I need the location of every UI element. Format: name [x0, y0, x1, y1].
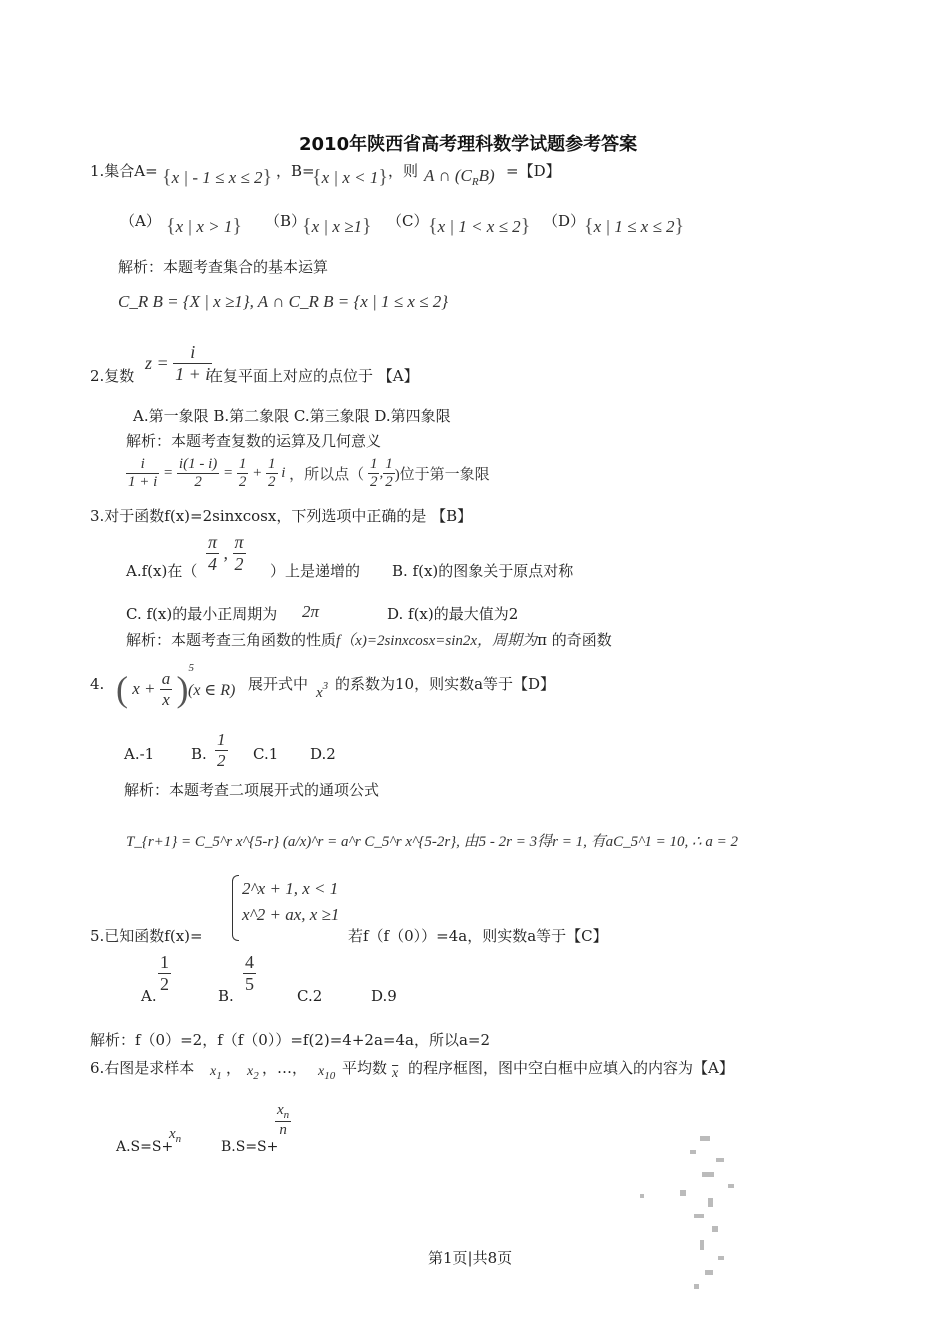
q5-option-c: C.2	[297, 987, 323, 1005]
q4-option-c: C.1	[253, 745, 279, 763]
q6-option-b: B.S=S+	[221, 1139, 279, 1155]
q3-analysis: 解析：本题考查三角函数的性质f（x)=2sinxcosx=sin2x，周期为π 的奇函数	[126, 631, 612, 649]
page-footer: 第1页|共8页	[428, 1249, 513, 1267]
q6-mean-text: 平均数	[342, 1059, 388, 1077]
q1-analysis: 解析：本题考查集合的基本运算	[118, 258, 329, 276]
q1-expression: A ∩ $(C_RB)$	[424, 166, 495, 188]
q1-formula: C_R B = {X | x ≥1}, A ∩ C_R B = {x | 1 ≤ x ≤ 2}	[118, 292, 449, 311]
q6-text: 的程序框图，图中空白框中应填入的内容为【A】	[408, 1059, 734, 1077]
q4-option-b-fraction: $\frac{1}{2}$	[217, 730, 226, 770]
q1-set-b: {x | x < 1}	[312, 166, 388, 188]
q6-prefix: 6.右图是求样本	[90, 1059, 195, 1077]
q6-x10: $x_{10}$	[318, 1064, 336, 1082]
q2-z-fraction: z = $\frac{i}{1 + i}$	[145, 342, 211, 384]
q2-text: 在复平面上对应的点位于 【A】	[208, 367, 419, 385]
q5-piecewise	[232, 875, 340, 924]
q5-text: 若f（f（0））=4a，则实数a等于【C】	[348, 927, 608, 945]
q4-formula: T_{r+1} = C_5^r x^{5-r} (a/x)^r = a^r C_5^r x^{5-2r}, 由5 - 2r = 3得r = 1, 有aC_5^1 = 10, ∴ a = 2	[126, 834, 738, 850]
q4-analysis: 解析：本题考查二项展开式的通项公式	[124, 781, 380, 799]
q1-option-d-label: （D）	[543, 212, 586, 230]
q1-option-d: {x | 1 ≤ x ≤ 2}	[584, 215, 685, 237]
q5-analysis: 解析：f（0）=2，f（f（0））=f(2)=4+2a=4a，所以a=2	[90, 1031, 490, 1049]
q4-text2: 的系数为10，则实数a等于【D】	[335, 675, 556, 693]
q3-option-b: B. f(x)的图象关于原点对称	[392, 562, 574, 580]
q1-option-b: {x | x ≥1}	[302, 215, 372, 237]
q5-prefix: 5.已知函数f(x)=	[90, 927, 203, 945]
q1-option-a: {x | x > 1}	[166, 215, 242, 237]
q4-option-a: A.-1	[124, 745, 155, 763]
q1-then: ，则	[388, 162, 419, 180]
q6-option-b-fraction: $\frac{x_n}{n}$	[277, 1102, 290, 1138]
q1-answer: =【D】	[506, 162, 561, 180]
q3-option-a-pre: A.f(x)在（	[126, 562, 198, 580]
q3-option-d: D. f(x)的最大值为2	[387, 605, 519, 623]
q3-option-c-pre: C. f(x)的最小正周期为	[126, 605, 278, 623]
q4-binomial: ( x + $\frac{a}{x}$ )$^5$	[116, 662, 195, 710]
q2-analysis: 解析：本题考查复数的运算及几何意义	[126, 432, 382, 450]
q4-x-cubed: $x^3$	[316, 680, 329, 701]
q3-option-a-post: ）上是递增的	[270, 562, 361, 580]
q3-option-c-val: 2π	[302, 602, 320, 621]
q3-prefix: 3.对于函数f(x)=2sinxcosx，下列选项中正确的是 【B】	[90, 507, 473, 525]
q1-mid: ，B=	[276, 162, 315, 180]
q5-option-d: D.9	[371, 987, 397, 1005]
q1-option-c-label: （C）	[387, 212, 429, 230]
q1-option-b-label: （B）	[265, 212, 307, 230]
q5-case-1: 2^x + 1, x < 1	[242, 879, 339, 898]
q1-option-c: {x | 1 < x ≤ 2}	[428, 215, 531, 237]
q6-comma-1: ，	[226, 1059, 242, 1077]
q5-option-a: A.	[141, 987, 157, 1005]
q4-domain: (x ∈ R)	[188, 682, 236, 699]
q5-case-2: x^2 + ax, x ≥1	[242, 905, 340, 924]
q1-prefix: 1.集合A=	[90, 162, 158, 180]
q2-solution: $\frac{i}{1 + i}$ = $\frac{i(1 - i)}{2}$ = $\frac{1}{2}$ + $\frac{1}{2}$ i ，所以点（ $\frac{1}{2}$ , $\frac{1}{2}$ )位于第一象限	[128, 456, 490, 490]
q6-x1: $x_1$	[210, 1064, 222, 1082]
q3-interval: $\frac{\pi}{4}$ , $\frac{\pi}{2}$	[208, 532, 244, 574]
q6-option-a-x: $x_n$	[169, 1126, 182, 1145]
q2-prefix: 2.复数	[90, 367, 135, 385]
q1-option-a-label: （A）	[120, 212, 161, 230]
q4-text1: 展开式中	[248, 675, 309, 693]
q5-option-b-fraction: $\frac{4}{5}$	[245, 952, 254, 994]
q6-option-a: A.S=S+	[116, 1139, 174, 1155]
q4-option-d: D.2	[310, 745, 336, 763]
q1-set-a: {x | - 1 ≤ x ≤ 2}	[162, 166, 273, 188]
q5-option-b: B.	[218, 987, 234, 1005]
q4-option-b: B.	[191, 745, 207, 763]
q6-x-bar: $\overline{x}$	[392, 1066, 399, 1081]
q2-options: A.第一象限 B.第二象限 C.第三象限 D.第四象限	[133, 407, 451, 425]
q6-comma-2: ，…，	[262, 1059, 308, 1077]
page-title: 2010年陕西省高考理科数学试题参考答案	[299, 134, 638, 155]
q6-x2: $x_2$	[247, 1064, 259, 1082]
q5-option-a-fraction: $\frac{1}{2}$	[160, 952, 169, 994]
q4-prefix: 4.	[90, 675, 105, 693]
